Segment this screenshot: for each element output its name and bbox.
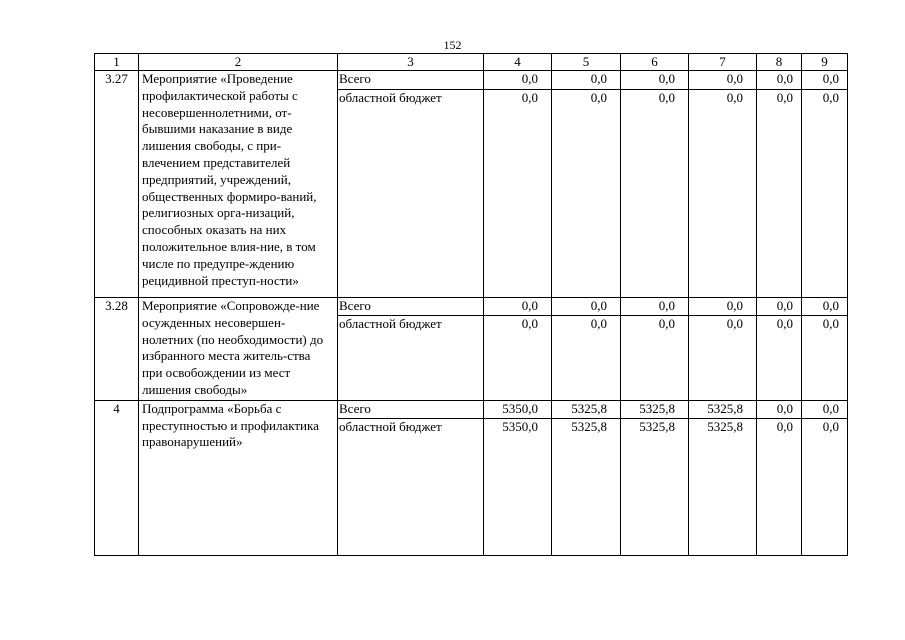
value-cell: 0,0 [802,298,848,316]
value-cell: 0,0 [802,315,848,400]
row-description: Подпрограмма «Борьба с преступностью и профилактика правонарушений» [139,400,338,555]
value-cell: 0,0 [757,90,802,298]
value-cell: 0,0 [802,418,848,555]
value-cell: 0,0 [552,90,621,298]
value-cell: 0,0 [484,298,552,316]
value-cell: 5350,0 [484,400,552,418]
header-cell: 3 [338,54,484,71]
header-cell: 9 [802,54,848,71]
header-cell: 7 [689,54,757,71]
source-label: областной бюджет [338,90,484,298]
header-cell: 6 [621,54,689,71]
value-cell: 5325,8 [621,400,689,418]
source-label: Всего [338,71,484,90]
row-description: Мероприятие «Проведение профилактической работы с несовершеннолетними, от-бывшими наказание в виде лишения свободы, с при-влечением представителей предприятий, учреждений, общественных формиро-ваний, религиозных орга-низаций, способных оказать на них положительное влия-ние, в том числе по предупре-ждению рецидивной преступ-ности» [139,71,338,298]
value-cell: 5325,8 [552,400,621,418]
value-cell: 0,0 [757,400,802,418]
value-cell: 0,0 [552,298,621,316]
value-cell: 0,0 [689,71,757,90]
row-number: 3.28 [95,298,139,401]
value-cell: 0,0 [689,90,757,298]
value-cell: 0,0 [757,418,802,555]
value-cell: 5325,8 [689,418,757,555]
value-cell: 0,0 [484,315,552,400]
value-cell: 0,0 [621,90,689,298]
value-cell: 0,0 [757,71,802,90]
source-label: областной бюджет [338,315,484,400]
table-row [95,71,848,90]
source-label: Всего [338,400,484,418]
table-row [95,400,848,418]
value-cell: 0,0 [757,298,802,316]
value-cell: 0,0 [689,298,757,316]
header-row [95,54,848,71]
value-cell: 5325,8 [689,400,757,418]
value-cell: 0,0 [484,71,552,90]
header-cell: 8 [757,54,802,71]
header-cell: 5 [552,54,621,71]
value-cell: 5350,0 [484,418,552,555]
value-cell: 0,0 [757,315,802,400]
value-cell: 0,0 [689,315,757,400]
value-cell: 5325,8 [552,418,621,555]
row-description: Мероприятие «Сопровожде-ние осужденных несовершен-нолетних (по необходимости) до избранного места житель-ства при освобождении из мест лишения свободы» [139,298,338,401]
source-label: областной бюджет [338,418,484,555]
value-cell: 0,0 [621,315,689,400]
header-cell: 1 [95,54,139,71]
value-cell: 5325,8 [621,418,689,555]
value-cell: 0,0 [552,71,621,90]
row-number: 3.27 [95,71,139,298]
value-cell: 0,0 [802,90,848,298]
row-number: 4 [95,400,139,555]
value-cell: 0,0 [484,90,552,298]
value-cell: 0,0 [802,71,848,90]
source-label: Всего [338,298,484,316]
value-cell: 0,0 [552,315,621,400]
page-number: 152 [443,38,462,52]
table-row [95,298,848,316]
header-cell: 2 [139,54,338,71]
header-cell: 4 [484,54,552,71]
value-cell: 0,0 [802,400,848,418]
value-cell: 0,0 [621,71,689,90]
value-cell: 0,0 [621,298,689,316]
budget-table [94,53,848,556]
